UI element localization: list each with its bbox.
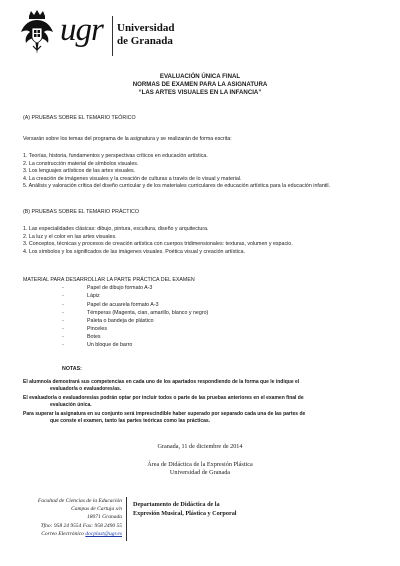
section-a-list bbox=[23, 153, 379, 191]
section-a-heading: (A) PRUEBAS SOBRE EL TEMARIO TEÓRICO bbox=[23, 115, 136, 121]
section-b-list bbox=[23, 226, 379, 256]
list-item: 4. Los símbolos y los significados de las imágenes visuales. Poética visual y creación artística. bbox=[23, 248, 245, 255]
logo-divider bbox=[112, 16, 113, 56]
note-3: Para superar la asignatura en su conjunto será imprescindible haber superado por separado cada una de las partes de que conste el examen, tanto las partes teóricas como las prácticas. bbox=[23, 411, 306, 424]
list-item: 2. La luz y el color en las artes visuales. bbox=[23, 233, 117, 240]
footer-department: Departamento de Didáctica de la Expresión Musical, Plástica y Corporal bbox=[133, 501, 237, 517]
title-line-1: EVALUACIÓN ÚNICA FINAL bbox=[159, 73, 241, 80]
note-1: El alumno/a demostrará sus competencias en cada uno de los apartados respondiendo de la forma que le indique el evaluador/a o evaluadores/as. bbox=[23, 379, 300, 392]
email-link[interactable]: docplast@ugr.es bbox=[85, 530, 122, 537]
list-item: 3. Los lenguajes artísticos de las artes visuales. bbox=[23, 168, 136, 175]
signature-area: Área de Didáctica de la Expresión Plástica bbox=[147, 461, 253, 468]
section-b-heading: (B) PRUEBAS SOBRE EL TEMARIO PRÁCTICO bbox=[23, 209, 139, 215]
university-crest-icon bbox=[20, 10, 54, 56]
title-line-2: NORMAS DE EXAMEN PARA LA ASIGNATURA bbox=[132, 81, 268, 89]
footer-address: Facultad de Ciencias de la Educación Campus de Cartuja s/n 18071 Granada Tfno: 958 24 9554 Fax: 958 2490 55 Correo Electrónico docplast@ugr.es bbox=[37, 498, 122, 537]
list-item: 1. Las especialidades clásicas: dibujo, pintura, escultura, diseño y arquitectura. bbox=[23, 226, 209, 232]
materials-heading: MATERIAL PARA DESARROLLAR LA PARTE PRÁCTICA DEL EXAMEN bbox=[23, 277, 195, 283]
signature-date: Granada, 11 de diciembre de 2014 bbox=[157, 443, 243, 450]
ugr-logo-text: ugr bbox=[60, 12, 103, 48]
list-item: 5. Análisis y valoración crítica del diseño curricular y de los materiales curriculares de educación artística para la educación infantil. bbox=[23, 183, 331, 190]
list-item: 1. Teorías, historia, fundamentos y perspectivas críticos en educación artística. bbox=[23, 153, 208, 159]
title-line-3: “LAS ARTES VISUALES EN LA INFANCIA” bbox=[138, 89, 262, 97]
list-item: 3. Conceptos, técnicas y procesos de creación artística con cuerpos tridimensionales: texturas, volumen y espacio. bbox=[23, 241, 293, 248]
note-2: El evaluador/a o evaluadores/as podrán optar por incluir todos o parte de las pruebas anteriores en el examen final de evaluación única. bbox=[23, 395, 304, 408]
list-item: 2. La construcción material de símbolos visuales. bbox=[23, 160, 139, 167]
section-a-intro: Versarán sobre los temas del programa de la asignatura y se realizarán de forma escrita: bbox=[23, 136, 232, 142]
signature-university: Universidad de Granada bbox=[169, 469, 231, 476]
notes-heading: NOTAS: bbox=[62, 366, 82, 372]
document-page: ugr Universidad de Granada EVALUACIÓN ÚNICA FINAL NORMAS DE EXAMEN PARA LA ASIGNATURA “LAS ARTES VISUALES EN LA INFANCIA” (A) PRUEBAS SOBRE EL TEMARIO TEÓRICO Versarán sobre los temas del programa de la asignatura y se realizarán de forma escrita: 1. Teorías, historia, fundamentos y perspectivas críticos en educación artística. 2. La construcción material de símbolos visuales. 3. Los lenguajes artísticos de las artes visuales. 4. La creación de imágenes visuales y la creación de culturas a través de lo visual y material. 5. Análisis y valoración crítica del diseño curricular y de los materiales curriculares de educación artística para la educación infantil. (B) PRUEBAS SOBRE EL TEMARIO PRÁCTICO 1. Las especialidades clásicas: dibujo, pintura, escultura, diseño y arquitectura. 2. La luz y el color en las artes visuales. 3. Conceptos, técnicas y procesos de creación artística con cuerpos tridimensionales: texturas, volumen y espacio. 4. Los símbolos y los significados de las imágenes visuales. Poética visual y creación artística. MATERIAL PARA DESARROLLAR LA PARTE PRÁCTICA DEL EXAMEN - Papel de dibujo formato A-3 - Lápiz - Papel de acuarela formato A-3 - Témperas (Magenta, cian, amarillo, blanco y negro) - Paleta o bandeja de plástico - Pinceles - Botes - Un bloque de barro NOTAS: El alumno/a demostrará sus competencias en cada uno de los apartados respondiendo de la forma que le indique el evaluador/a o evaluadores/as. El evaluador/a o evaluadores/as podrán optar por incluir todos o parte de las pruebas anteriores en el examen final de evaluación única. Para superar la asignatura en su conjunto será imprescindible haber superado por separado cada una de las partes de que conste el examen, tanto las partes teóricas como las prácticas. Granada, 11 de diciembre de 2014 Área de Didáctica de la Expresión Plástica Universidad de Granada Facultad de Ciencias de la Educación Campus de Cartuja s/n 18071 Granada Tfno: 958 24 9554 Fax: 958 2490 55 Correo Electrónico docplast@ugr.es Departamento de Didáctica de la Expresión Musical, Plástica y Corporal bbox=[0, 0, 400, 566]
document-title bbox=[0, 73, 400, 98]
university-name: Universidad de Granada bbox=[117, 22, 175, 47]
list-item: 4. La creación de imágenes visuales y la creación de culturas a través de lo visual y material. bbox=[23, 175, 242, 182]
footer-divider bbox=[126, 497, 127, 541]
